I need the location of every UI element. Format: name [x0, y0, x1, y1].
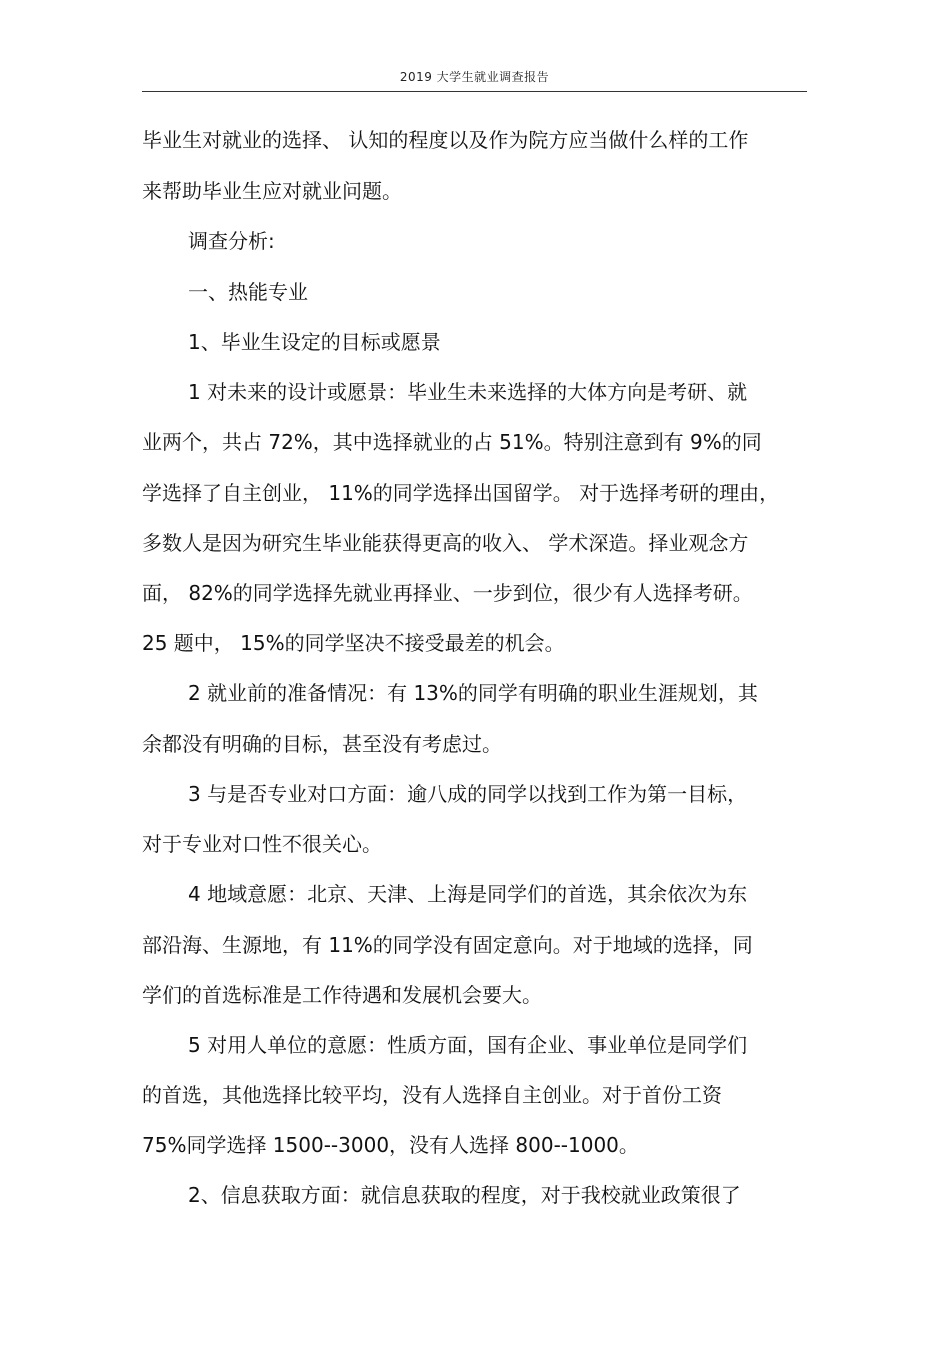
- body-line: 4 地域意愿：北京、天津、上海是同学们的首选，其余依次为东: [188, 882, 748, 906]
- subsection-heading: 1、毕业生设定的目标或愿景: [188, 330, 441, 354]
- page-header-title: 2019 大学生就业调查报告: [399, 70, 550, 84]
- body-line: 部沿海、生源地，有 11%的同学没有固定意向。对于地域的选择，同: [142, 933, 753, 957]
- body-line: 5 对用人单位的意愿：性质方面，国有企业、事业单位是同学们: [188, 1033, 748, 1057]
- body-line: 3 与是否专业对口方面：逾八成的同学以找到工作为第一目标，: [188, 782, 748, 806]
- body-line: 1 对未来的设计或愿景：毕业生未来选择的大体方向是考研、就: [188, 380, 748, 404]
- body-line: 多数人是因为研究生毕业能获得更高的收入、 学术深造。择业观念方: [142, 531, 749, 555]
- body-line: 75%同学选择 1500--3000，没有人选择 800--1000。: [142, 1133, 639, 1157]
- subsection-heading: 2、信息获取方面：就信息获取的程度，对于我校就业政策很了: [188, 1183, 741, 1207]
- body-line: 学选择了自主创业， 11%的同学选择出国留学。 对于选择考研的理由，: [142, 481, 780, 505]
- body-line: 毕业生对就业的选择、 认知的程度以及作为院方应当做什么样的工作: [142, 128, 749, 152]
- header-divider: [142, 91, 807, 92]
- body-line: 来帮助毕业生应对就业问题。: [142, 179, 402, 203]
- section-heading: 一、热能专业: [188, 280, 308, 304]
- body-line: 2 就业前的准备情况：有 13%的同学有明确的职业生涯规划，其: [188, 681, 758, 705]
- body-line: 学们的首选标准是工作待遇和发展机会要大。: [142, 983, 542, 1007]
- body-line: 业两个，共占 72%，其中选择就业的占 51%。特别注意到有 9%的同: [142, 430, 762, 454]
- section-label: 调查分析:: [188, 229, 275, 253]
- body-line: 面， 82%的同学选择先就业再择业、一步到位，很少有人选择考研。: [142, 581, 753, 605]
- body-line: 余都没有明确的目标，甚至没有考虑过。: [142, 732, 502, 756]
- body-line: 的首选，其他选择比较平均，没有人选择自主创业。对于首份工资: [142, 1083, 722, 1107]
- body-line: 25 题中， 15%的同学坚决不接受最差的机会。: [142, 631, 565, 655]
- body-line: 对于专业对口性不很关心。: [142, 832, 382, 856]
